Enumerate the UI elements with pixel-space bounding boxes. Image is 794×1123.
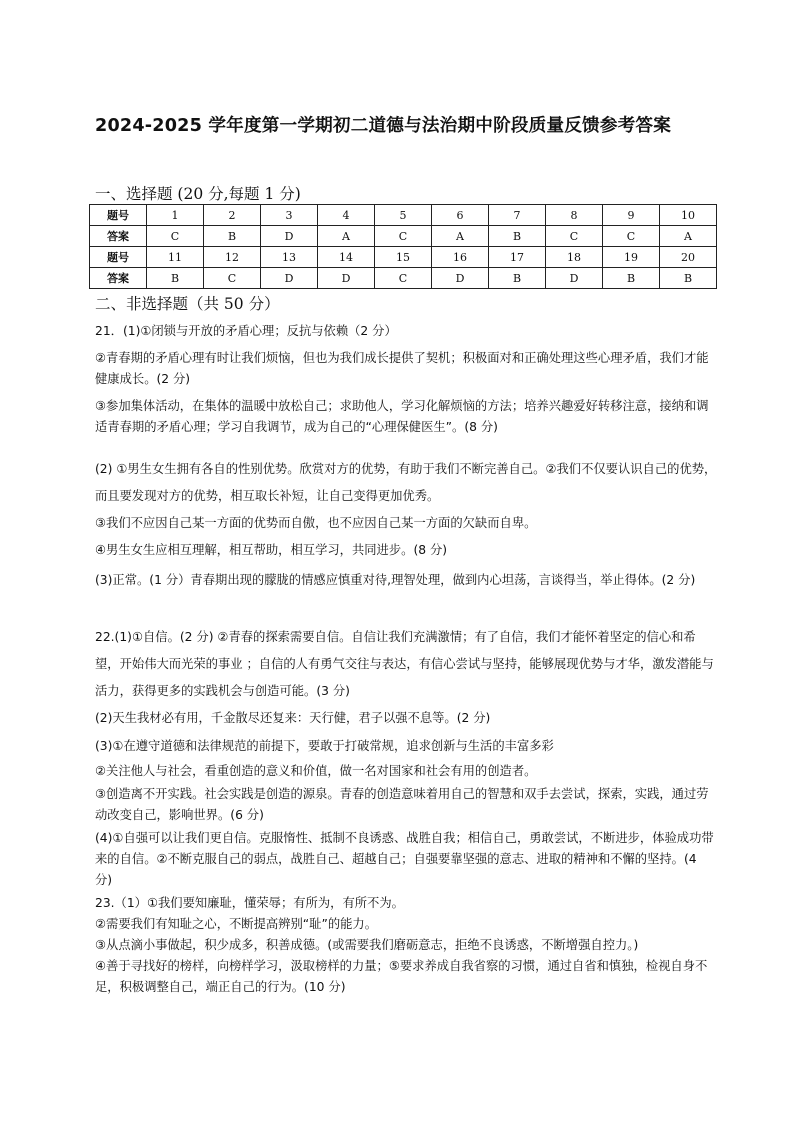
answer-table-cell: B xyxy=(660,268,717,289)
q23-part1-point3: ③从点滴小事做起，积少成多，积善成德。(或需要我们磨砺意志，拒绝不良诱惑，不断增强自控力。) xyxy=(95,938,639,952)
q21-block-2 xyxy=(95,348,717,444)
answer-table-cell: 7 xyxy=(489,205,546,226)
answer-table-cell: 3 xyxy=(261,205,318,226)
answer-table-cell: 6 xyxy=(432,205,489,226)
answer-table-cell: B xyxy=(489,268,546,289)
answer-table-cell: C xyxy=(147,226,204,247)
answer-table-cell: A xyxy=(432,226,489,247)
answer-table-cell: 12 xyxy=(204,247,261,268)
section-heading-non-choice: 二、非选择题（共 50 分） xyxy=(95,295,280,313)
answer-table-cell: D xyxy=(546,268,603,289)
answer-table-row-header: 题号 xyxy=(90,205,147,226)
q21-part2-block xyxy=(95,456,717,597)
answer-table-cell: B xyxy=(603,268,660,289)
q21-part1-point3: ③参加集体活动，在集体的温暖中放松自己；求助他人，学习化解烦恼的方法；培养兴趣爱好转移注意，接纳和调适青春期的矛盾心理；学习自我调节，成为自己的“心理保健医生”。(8 分) xyxy=(95,399,709,434)
answer-table-cell: D xyxy=(432,268,489,289)
answer-table-cell: 16 xyxy=(432,247,489,268)
answer-table-cell: D xyxy=(261,268,318,289)
answer-table-cell: A xyxy=(318,226,375,247)
answer-table-cell: 13 xyxy=(261,247,318,268)
q22-part3-block xyxy=(95,736,717,998)
q23-part1-point1: 23.（1）①我们要知廉耻，懂荣辱；有所为，有所不为。 xyxy=(95,896,404,910)
q22-part4: (4)①自强可以让我们更自信。克服惰性、抵制不良诱惑、战胜自我；相信自己，勇敢尝试，不断进步，体验成功带来的自信。②不断克服自己的弱点，战胜自己、超越自己；自强要靠坚强的意志、进取的精神和不懈的坚持。(4 分) xyxy=(95,831,714,887)
answer-table-cell: 2 xyxy=(204,205,261,226)
q22-part1: 22.(1)①自信。(2 分) ②青春的探索需要自信。自信让我们充满激情；有了自信，我们才能怀着坚定的信心和希望，开始伟大而光荣的事业 ；自信的人有勇气交往与表达，有信心尝试与坚持，能够展现优势与才华，激发潜能与活力，获得更多的实践机会与创造可能。(3 分) xyxy=(95,630,714,698)
answer-table-cell: 4 xyxy=(318,205,375,226)
answer-table-cell: 1 xyxy=(147,205,204,226)
answer-table-cell: B xyxy=(147,268,204,289)
q22-part3-point1: (3)①在遵守道德和法律规范的前提下，要敢于打破常规，追求创新与生活的丰富多彩 xyxy=(95,739,554,753)
q22-part3-point3: ③创造离不开实践。社会实践是创造的源泉。青春的创造意味着用自己的智慧和双手去尝试，探索，实践，通过劳动改变自己，影响世界。(6 分) xyxy=(95,787,709,822)
q21-part2-point1: (2) ①男生女生拥有各自的性别优势。欣赏对方的优势，有助于我们不断完善自己。②我们不仅要认识自己的优势，而且要发现对方的优势，相互取长补短，让自己变得更加优秀。 xyxy=(95,462,717,503)
q21-part1-point2: ②青春期的矛盾心理有时让我们烦恼，但也为我们成长提供了契机；积极面对和正确处理这些心理矛盾，我们才能健康成长。(2 分) xyxy=(95,351,709,386)
answer-table-cell: B xyxy=(204,226,261,247)
answer-table-cell: 19 xyxy=(603,247,660,268)
answer-table-row xyxy=(90,268,717,289)
answer-table-cell: 9 xyxy=(603,205,660,226)
answer-table-cell: 10 xyxy=(660,205,717,226)
answer-table-cell: C xyxy=(204,268,261,289)
answer-table-cell: A xyxy=(660,226,717,247)
q23-part1-point4: ④善于寻找好的榜样，向榜样学习，汲取榜样的力量；⑤要求养成自我省察的习惯，通过自省和慎独，检视自身不足，积极调整自己，端正自己的行为。(10 分) xyxy=(95,959,708,994)
answer-table-cell: 14 xyxy=(318,247,375,268)
section-heading-multiple-choice: 一、选择题 (20 分,每题 1 分) xyxy=(95,185,301,203)
q21-part2-point4: ④男生女生应相互理解，相互帮助，相互学习，共同进步。(8 分) xyxy=(95,543,448,557)
answer-table-cell: 20 xyxy=(660,247,717,268)
answer-table-row-header: 题号 xyxy=(90,247,147,268)
answer-table-cell: 18 xyxy=(546,247,603,268)
page-title: 2024-2025 学年度第一学期初二道德与法治期中阶段质量反馈参考答案 xyxy=(95,116,672,136)
answer-table-cell: 11 xyxy=(147,247,204,268)
answer-table-cell: 8 xyxy=(546,205,603,226)
q22-part2: (2)天生我材必有用，千金散尽还复来：天行健，君子以强不息等。(2 分) xyxy=(95,711,491,725)
answer-table-row xyxy=(90,247,717,268)
q21-block-1 xyxy=(95,318,717,345)
answer-table-cell: C xyxy=(546,226,603,247)
answer-table-cell: C xyxy=(375,226,432,247)
q23-part1-point2: ②需要我们有知耻之心，不断提高辨别“耻”的能力。 xyxy=(95,917,378,931)
answer-table-row xyxy=(90,226,717,247)
q21-part2-point3: ③我们不应因自己某一方面的优势而自傲，也不应因自己某一方面的欠缺而自卑。 xyxy=(95,516,537,530)
answer-table-cell: 17 xyxy=(489,247,546,268)
answer-table-cell: 5 xyxy=(375,205,432,226)
answer-table-row xyxy=(90,205,717,226)
answer-table-row-header: 答案 xyxy=(90,226,147,247)
answer-table xyxy=(89,204,717,289)
answer-table-cell: 15 xyxy=(375,247,432,268)
answer-table-cell: B xyxy=(489,226,546,247)
answer-table-row-header: 答案 xyxy=(90,268,147,289)
answer-table-cell: D xyxy=(318,268,375,289)
answer-table-cell: C xyxy=(375,268,432,289)
q21-part1-line: 21．(1)①闭锁与开放的矛盾心理；反抗与依赖（2 分） xyxy=(95,324,397,338)
q21-part3: (3)正常。(1 分）青春期出现的朦胧的情感应慎重对待,理智处理，做到内心坦荡，言谈得当，举止得体。(2 分) xyxy=(95,573,696,587)
q22-block xyxy=(95,624,717,732)
q22-part3-point2: ②关注他人与社会，看重创造的意义和价值，做一名对国家和社会有用的创造者。 xyxy=(95,764,537,778)
answer-table-cell: C xyxy=(603,226,660,247)
answer-table-cell: D xyxy=(261,226,318,247)
